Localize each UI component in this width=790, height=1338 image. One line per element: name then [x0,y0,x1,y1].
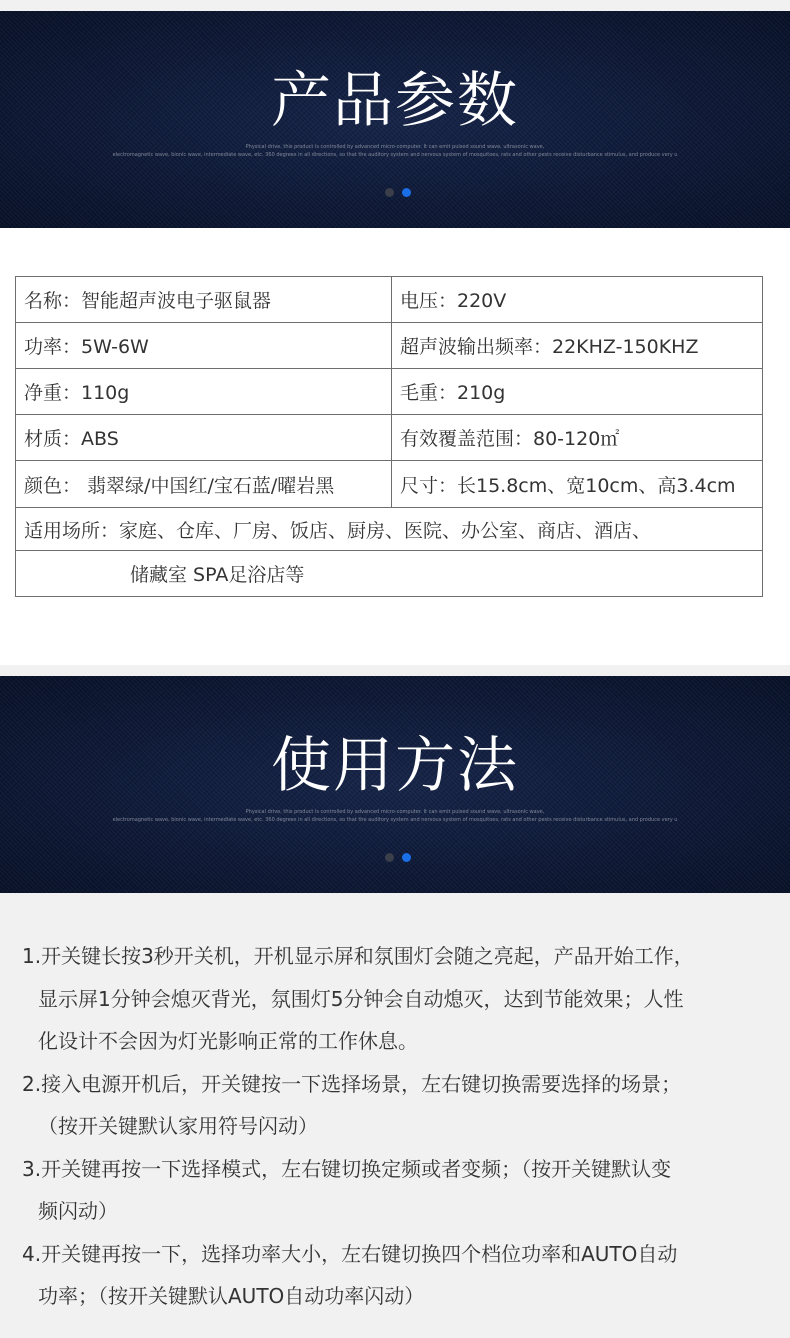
usage-banner [0,676,790,893]
instruction-line: （按开关键默认家用符号闪动） [38,1114,318,1138]
carousel-dot-active[interactable] [402,853,411,862]
usage-title: 使用方法 [271,731,519,801]
params-banner [0,11,790,228]
spec-usage-scene-cont: 储藏室 SPA足浴店等 [16,551,763,597]
spec-material: 材质：ABS [16,415,392,461]
spec-table [15,276,763,597]
table-row [16,277,763,323]
table-row [16,323,763,369]
instruction-item [22,935,782,1063]
spec-gross-weight: 毛重：210g [392,369,763,415]
instruction-line: 1.开关键长按3秒开关机，开机显示屏和氛围灯会随之亮起，产品开始工作， [22,944,694,968]
spec-coverage: 有效覆盖范围：80-120㎡ [392,415,763,461]
spec-net-weight: 净重：110g [16,369,392,415]
spec-name: 名称：智能超声波电子驱鼠器 [16,277,392,323]
instruction-item [22,1063,782,1148]
instruction-item [22,1148,782,1233]
spec-frequency: 超声波输出频率：22KHZ-150KHZ [392,323,763,369]
params-subtitle-line1: Physical drive, this product is controlled by advanced micro-computer. It can emit pulsed sound wave, ultrasonic wave, [245,144,545,150]
table-row [16,461,763,508]
carousel-dot[interactable] [385,188,394,197]
table-row [16,508,763,551]
spec-colors: 颜色： 翡翠绿/中国红/宝石蓝/曜岩黑 [16,461,392,508]
table-row [16,551,763,597]
instruction-line: 化设计不会因为灯光影响正常的工作休息。 [38,1029,418,1053]
carousel-dots [385,182,419,192]
carousel-dot[interactable] [385,853,394,862]
table-row [16,369,763,415]
instruction-line: 频闪动） [38,1199,118,1223]
instruction-line: 3.开关键再按一下选择模式，左右键切换定频或者变频；（按开关键默认变 [22,1156,672,1181]
instruction-item [22,1233,782,1318]
carousel-dot-active[interactable] [402,188,411,197]
instruction-line: 功率；（按开关键默认AUTO自动功率闪动） [38,1284,425,1308]
params-title: 产品参数 [271,66,519,136]
instructions-list [22,935,782,1318]
spec-voltage: 电压：220V [392,277,763,323]
table-row [16,415,763,461]
instruction-line: 4.开关键再按一下，选择功率大小，左右键切换四个档位功率和AUTO自动 [22,1241,678,1266]
spec-size: 尺寸：长15.8cm、宽10cm、高3.4cm [392,461,763,508]
usage-subtitle-line1: Physical drive, this product is controlled by advanced micro-computer. It can emit pulsed sound wave, ultrasonic wave, [245,809,545,815]
spec-usage-scene: 适用场所：家庭、仓库、厂房、饭店、厨房、医院、办公室、商店、酒店、 [16,508,763,551]
carousel-dots [385,847,419,857]
instruction-line: 2.接入电源开机后，开关键按一下选择场景，左右键切换需要选择的场景； [22,1071,682,1096]
instruction-line: 显示屏1分钟会熄灭背光，氛围灯5分钟会自动熄灭，达到节能效果；人性 [38,986,684,1011]
usage-subtitle-line2: electromagnetic wave, bionic wave, intermediate wave, etc. 360 degrees in all directions, so that the auditory system and nervous system of mosquitoes, rats and other pests receive disturbance stimulus, and produce very u [112,817,678,823]
spec-power: 功率：5W-6W [16,323,392,369]
params-subtitle-line2: electromagnetic wave, bionic wave, intermediate wave, etc. 360 degrees in all directions, so that the auditory system and nervous system of mosquitoes, rats and other pests receive disturbance stimulus, and produce very u [112,152,678,158]
